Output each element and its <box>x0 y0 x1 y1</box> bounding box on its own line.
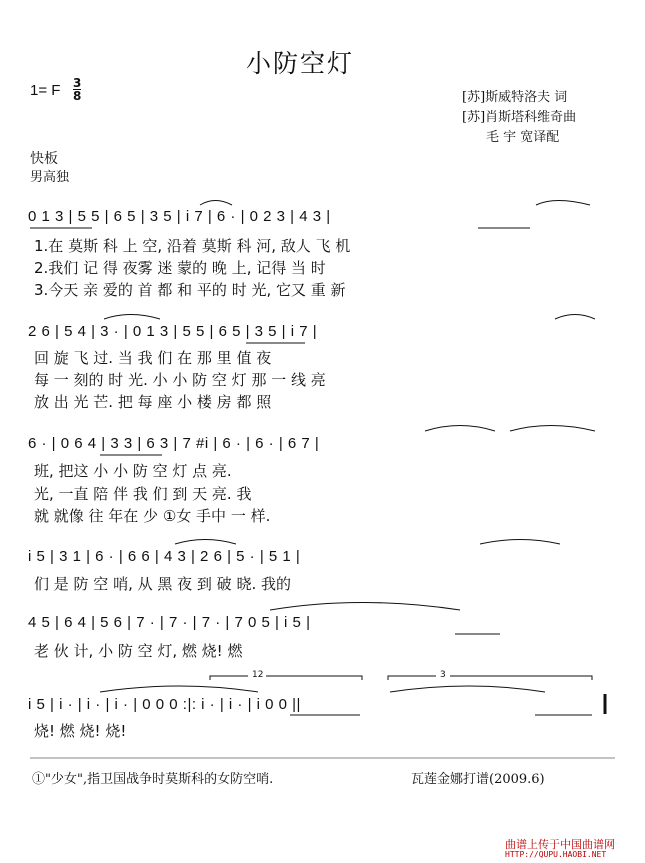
tuplet-bracket <box>388 676 592 680</box>
time-signature-bottom: 8 <box>73 89 82 103</box>
page-title: 小防空灯 <box>245 49 354 78</box>
site-footer-url: HTTP://QUPU.HAOBI.NET <box>505 850 607 859</box>
slur-mark <box>510 426 595 432</box>
system-5-notes: 4 5 | 6 4 | 5 6 | 7 · | 7 · | 7 · | 7 0 5 | i 5 | <box>28 614 311 631</box>
voice-marking: 男高独 <box>30 170 70 185</box>
system-3-lyric-3: 就 就像 往 年在 少 ①女 手中 一 样. <box>34 507 271 525</box>
tuplet-3-label: 3 <box>440 670 446 680</box>
slur-mark <box>100 686 258 692</box>
key-signature: 1= F <box>30 82 61 99</box>
system-3-lyric-1: 班, 把这 小 小 防 空 灯 点 亮. <box>34 462 232 480</box>
slur-mark <box>104 315 160 320</box>
system-2-notes: 2 6 | 5 4 | 3 · | 0 1 3 | 5 5 | 6 5 | 3 5 | i 7 | <box>28 323 318 340</box>
slur-mark <box>425 426 495 432</box>
typist-credit: 瓦莲金娜打谱(2009.6) <box>411 772 545 787</box>
system-1-lyric-1: 1.在 莫斯 科 上 空, 沿着 莫斯 科 河, 敌人 飞 机 <box>34 237 351 255</box>
slur-mark <box>390 686 545 692</box>
composer-credit: [苏]肖斯塔科维奇曲 <box>462 110 577 125</box>
tuplet-12-label: 12 <box>252 670 264 680</box>
system-1-lyric-3: 3.今天 亲 爱的 首 都 和 平的 时 光, 它又 重 新 <box>34 281 346 299</box>
translator-credit: 毛 宇 宽译配 <box>486 130 560 145</box>
time-signature-top: 3 <box>73 76 82 90</box>
system-1-notes: 0 1 3 | 5 5 | 6 5 | 3 5 | i 7 | 6 · | 0 2 3 | 4 3 | <box>28 208 331 225</box>
system-5-lyric-1: 老 伙 计, 小 防 空 灯, 燃 烧! 燃 <box>34 642 243 660</box>
footnote-text: ①"少女",指卫国战争时莫斯科的女防空哨. <box>32 772 274 787</box>
system-2-lyric-3: 放 出 光 芒. 把 每 座 小 楼 房 都 照 <box>34 393 272 411</box>
system-1-lyric-2: 2.我们 记 得 夜雾 迷 蒙的 晚 上, 记得 当 时 <box>34 259 326 277</box>
slur-mark <box>200 201 232 206</box>
slur-mark <box>480 540 560 545</box>
system-2-lyric-2: 每 一 刻的 时 光. 小 小 防 空 灯 那 一 线 亮 <box>34 371 326 389</box>
tempo-marking: 快板 <box>30 151 58 167</box>
lyricist-credit: [苏]斯威特洛夫 词 <box>462 90 568 105</box>
slur-mark <box>536 201 590 206</box>
system-6-lyric-1: 烧! 燃 烧! 烧! <box>34 722 127 740</box>
slur-mark <box>270 603 460 611</box>
system-4-lyric-1: 们 是 防 空 哨, 从 黑 夜 到 破 晓. 我的 <box>34 575 291 593</box>
slur-mark <box>555 315 595 320</box>
system-2-lyric-1: 回 旋 飞 过. 当 我 们 在 那 里 值 夜 <box>34 349 272 367</box>
system-6-notes: i 5 | i · | i · | i · | 0 0 0 :|: i · | i · | i 0 0 || <box>28 696 301 713</box>
site-footer-text: 曲谱上传于中国曲谱网 <box>505 838 615 851</box>
tuplet-bracket <box>210 676 362 680</box>
system-3-lyric-2: 光, 一直 陪 伴 我 们 到 天 亮. 我 <box>34 485 252 503</box>
slur-mark <box>175 540 236 545</box>
system-4-notes: i 5 | 3 1 | 6 · | 6 6 | 4 3 | 2 6 | 5 · | 5 1 | <box>28 548 301 565</box>
system-3-notes: 6 · | 0 6 4 | 3 3 | 6 3 | 7 #i | 6 · | 6 · | 6 7 | <box>28 435 320 452</box>
